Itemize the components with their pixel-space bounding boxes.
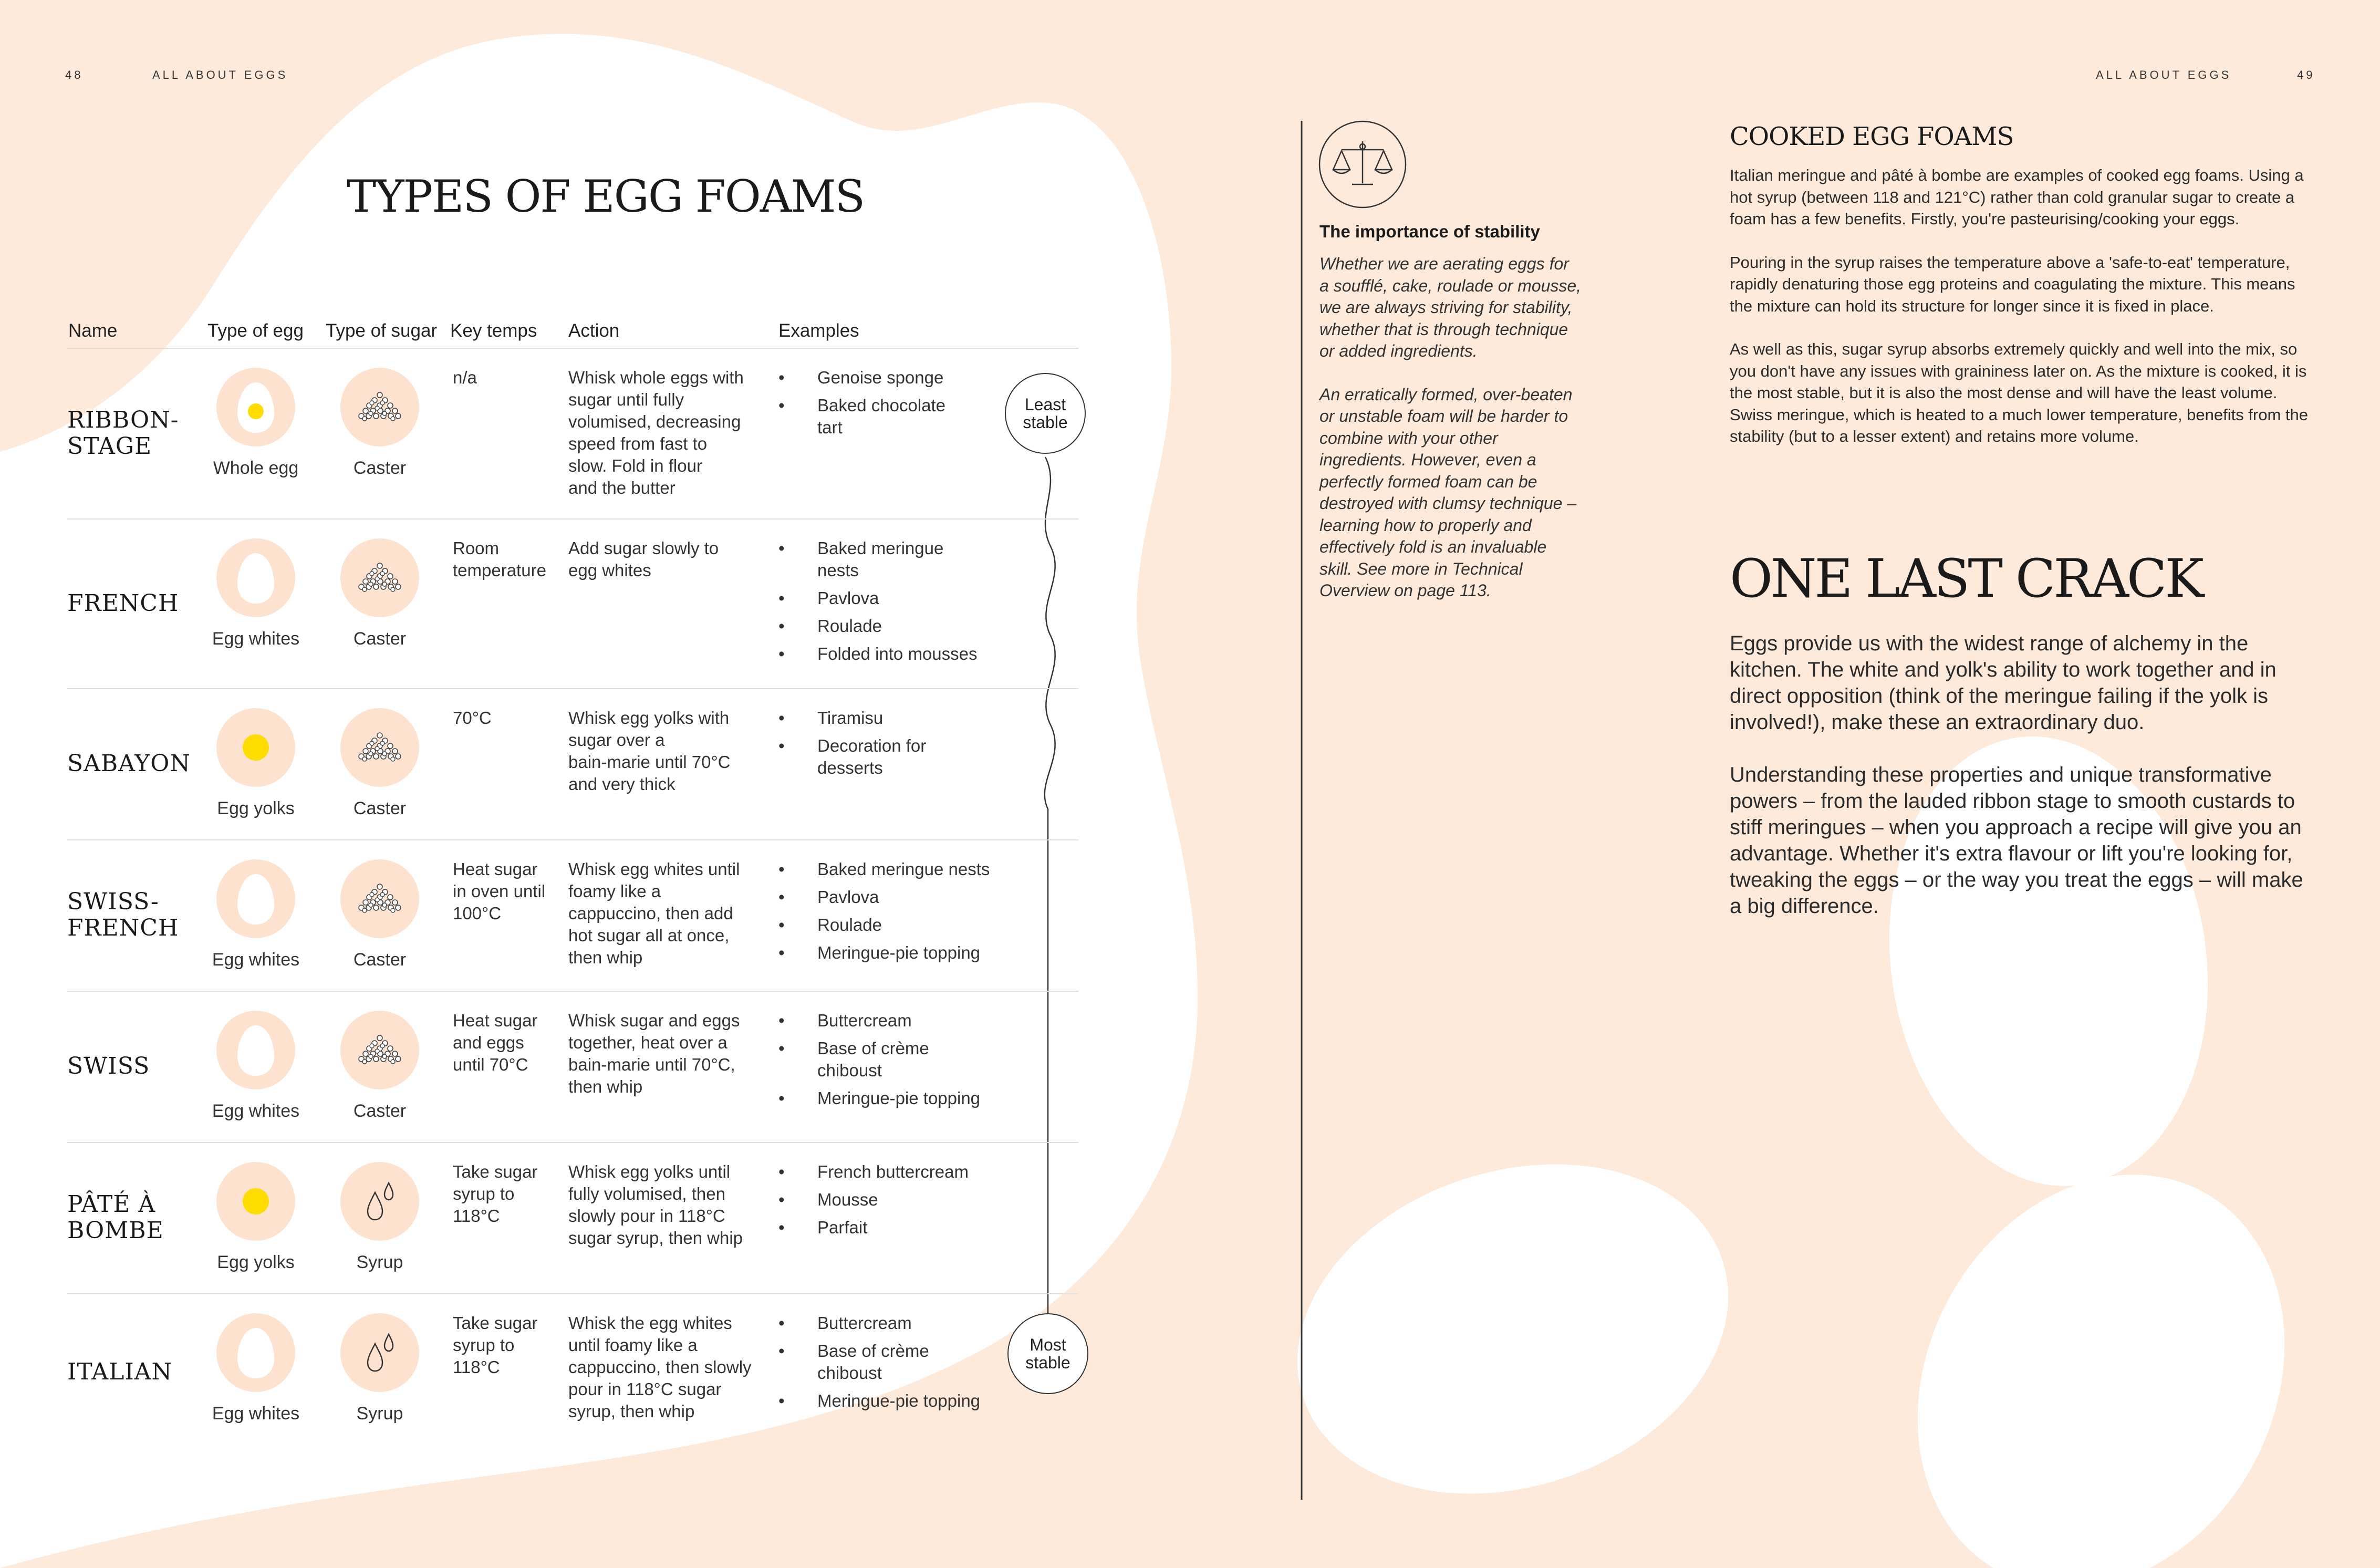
egg-icon-circle xyxy=(216,708,295,787)
egg-yolk-icon xyxy=(216,1162,295,1241)
example-item: • French buttercream xyxy=(778,1161,969,1183)
body-paragraph: As well as this, sugar syrup absorbs extremely quickly and well into the mix, so you don't have any issues with graininess later on. As the mixture is cooked, it is the most stable, but it is also the most dense and will have the least volume. Swiss meringue, which is heated to a much lower temperature, benefits from the stability (but to a lesser extent) and retains more volume. xyxy=(1730,340,2309,445)
egg-type-label: Egg yolks xyxy=(217,798,295,818)
action-text: Whisk egg yolks until fully volumised, then slowly pour in 118°C sugar syrup, then whip xyxy=(568,1162,743,1248)
key-temps: 70°C xyxy=(453,708,492,728)
egg-yolk-icon xyxy=(216,708,295,787)
action-text: Whisk whole eggs with sugar until fully volumised, decreasing speed from fast to slow. Fold in flour and the butter xyxy=(568,368,744,497)
example-item: • Decoration for desserts xyxy=(778,735,926,779)
example-item: • Baked chocolate tart xyxy=(778,394,945,439)
example-item: • Pavlova xyxy=(778,587,978,609)
egg-icon-circle xyxy=(216,1313,295,1392)
right-page-number: 49 xyxy=(2297,68,2315,81)
egg-icon-circle xyxy=(216,859,295,938)
sugar-icon-circle xyxy=(340,708,419,787)
least-stable-bubble: Least stable xyxy=(1005,373,1086,454)
sidebar-paragraph: Whether we are aerating eggs for a soufflé, cake, roulade or mousse, we are always striving for stability, whether that is through technique or added ingredients. xyxy=(1319,254,1582,360)
balance-scale-icon xyxy=(1317,119,1408,210)
sugar-type-label: Caster xyxy=(353,629,407,649)
sugar-icon-circle xyxy=(340,1011,419,1089)
right-running-head: ALL ABOUT EGGS xyxy=(2096,68,2232,81)
egg-white-icon xyxy=(216,1011,295,1089)
sugar-type-label: Caster xyxy=(353,458,407,478)
sugar-icon-circle xyxy=(340,368,419,446)
table-row xyxy=(0,348,1103,518)
example-item: • Pavlova xyxy=(778,886,990,908)
white-blob-right-middle xyxy=(1254,1111,1771,1547)
table-row xyxy=(0,688,1103,839)
example-item: • Roulade xyxy=(778,914,990,936)
foam-name: SWISS- FRENCH xyxy=(67,888,179,941)
sugar-icon-circle xyxy=(340,538,419,617)
column-header-examples: Examples xyxy=(778,320,859,341)
caster-sugar-icon xyxy=(340,1011,419,1089)
action-text: Whisk the egg whites until foamy like a cappuccino, then slowly pour in 118°C sugar syrup, then whip xyxy=(568,1313,752,1421)
white-blob-right-bottom xyxy=(1847,1110,2355,1568)
sugar-type-label: Caster xyxy=(353,1101,407,1121)
key-temps: Take sugar syrup to 118°C xyxy=(453,1162,538,1226)
sidebar-body xyxy=(1319,253,1582,624)
examples-list xyxy=(778,858,990,970)
egg-type-label: Egg yolks xyxy=(217,1252,295,1272)
one-last-crack-heading: ONE LAST CRACK xyxy=(1730,548,2202,609)
foam-name: RIBBON- STAGE xyxy=(67,406,179,460)
action-text: Whisk egg whites until foamy like a cappuccino, then add hot sugar all at once, then whip xyxy=(568,859,740,967)
example-item: • Buttercream xyxy=(778,1312,980,1334)
sidebar-paragraph: An erratically formed, over-beaten or unstable foam will be harder to combine with your other ingredients. However, even a perfectly formed foam can be destroyed with clumsy technique – learning how to properly and effectively fold is an invaluable skill. See more in Technical Overview on page 113. xyxy=(1319,385,1577,600)
key-temps: Take sugar syrup to 118°C xyxy=(453,1313,538,1377)
caster-sugar-icon xyxy=(340,368,419,446)
sugar-icon-circle xyxy=(340,1313,419,1392)
example-item: • Baked meringue nests xyxy=(778,858,990,880)
key-temps: Heat sugar and eggs until 70°C xyxy=(453,1011,538,1074)
foam-name: PÂTÉ À BOMBE xyxy=(67,1191,164,1244)
egg-type-label: Egg whites xyxy=(212,1101,300,1121)
sugar-type-label: Caster xyxy=(353,950,407,970)
cooked-egg-foams-heading: COOKED EGG FOAMS xyxy=(1730,122,2014,151)
example-item: • Folded into mousses xyxy=(778,643,978,665)
egg-icon-circle xyxy=(216,1011,295,1089)
action-text: Add sugar slowly to egg whites xyxy=(568,538,719,580)
example-item: • Tiramisu xyxy=(778,707,926,729)
example-item: • Meringue-pie topping xyxy=(778,1087,980,1109)
examples-list xyxy=(778,707,926,785)
egg-icon-circle xyxy=(216,538,295,617)
body-paragraph: Understanding these properties and unique transformative powers – from the lauded ribbon stage to smooth custards to stiff meringues – when you approach a recipe will give you an advantage. Whether it's extra flavour or lift you're looking for, tweaking the eggs – or the way you treat the eggs – will make a big difference. xyxy=(1730,763,2303,918)
key-temps: Room temperature xyxy=(453,538,546,580)
key-temps: Heat sugar in oven until 100°C xyxy=(453,859,546,923)
key-temps: n/a xyxy=(453,368,477,387)
sidebar-heading: The importance of stability xyxy=(1319,222,1540,241)
egg-icon-circle xyxy=(216,368,295,446)
foam-name: FRENCH xyxy=(67,589,179,617)
one-last-crack-body xyxy=(1730,630,2318,946)
table-row xyxy=(0,1293,1103,1451)
body-paragraph: Eggs provide us with the widest range of alchemy in the kitchen. The white and yolk's ability to work together and in direct opposition (think of the meringue failing if the yolk is involved!), make these an extraordinary duo. xyxy=(1730,632,2277,734)
page-title: TYPES OF EGG FOAMS xyxy=(347,171,865,222)
egg-white-icon xyxy=(216,859,295,938)
foam-name: SABAYON xyxy=(67,750,191,777)
egg-type-label: Egg whites xyxy=(212,950,300,970)
example-item: • Buttercream xyxy=(778,1010,980,1032)
egg-type-label: Egg whites xyxy=(212,629,300,649)
egg-white-icon xyxy=(216,538,295,617)
example-item: • Mousse xyxy=(778,1189,969,1211)
sugar-icon-circle xyxy=(340,1162,419,1241)
examples-list xyxy=(778,1010,980,1115)
example-item: • Baked meringue nests xyxy=(778,537,978,581)
action-text: Whisk sugar and eggs together, heat over a bain-marie until 70°C, then whip xyxy=(568,1011,740,1096)
example-item: • Genoise sponge xyxy=(778,367,945,389)
example-item: • Base of crème chiboust xyxy=(778,1340,980,1384)
foam-name: ITALIAN xyxy=(67,1358,172,1385)
left-running-head: ALL ABOUT EGGS xyxy=(152,68,288,81)
body-paragraph: Pouring in the syrup raises the temperature above a 'safe-to-eat' temperature, rapidly denaturing those egg proteins and coagulating the mixture. This means the mixture can hold its structure for longer since it is fixed in place. xyxy=(1730,253,2295,315)
egg-type-label: Whole egg xyxy=(213,458,299,478)
column-header-action: Action xyxy=(568,320,620,341)
egg-type-label: Egg whites xyxy=(212,1404,300,1424)
syrup-drops-icon xyxy=(340,1313,419,1392)
sugar-type-label: Syrup xyxy=(356,1252,403,1272)
table-row xyxy=(0,839,1103,991)
caster-sugar-icon xyxy=(340,538,419,617)
egg-white-icon xyxy=(216,1313,295,1392)
cooked-egg-foams-body xyxy=(1730,164,2321,469)
action-text: Whisk egg yolks with sugar over a bain-marie until 70°C and very thick xyxy=(568,708,731,794)
column-header-name: Name xyxy=(68,320,118,341)
example-item: • Base of crème chiboust xyxy=(778,1037,980,1082)
caster-sugar-icon xyxy=(340,859,419,938)
syrup-drops-icon xyxy=(340,1162,419,1241)
foam-name: SWISS xyxy=(67,1053,150,1079)
table-row xyxy=(0,991,1103,1142)
sugar-type-label: Syrup xyxy=(356,1404,403,1424)
examples-list xyxy=(778,1312,980,1418)
most-stable-bubble: Most stable xyxy=(1007,1313,1088,1394)
egg-icon-circle xyxy=(216,1162,295,1241)
table-row xyxy=(0,518,1103,688)
sugar-icon-circle xyxy=(340,859,419,938)
examples-list xyxy=(778,1161,969,1244)
column-header-egg: Type of egg xyxy=(207,320,304,341)
example-item: • Parfait xyxy=(778,1217,969,1239)
examples-list xyxy=(778,537,978,671)
column-header-temps: Key temps xyxy=(450,320,537,341)
example-item: • Roulade xyxy=(778,615,978,637)
example-item: • Meringue-pie topping xyxy=(778,1390,980,1412)
example-item: • Meringue-pie topping xyxy=(778,942,990,964)
left-page-number: 48 xyxy=(65,68,84,81)
table-row xyxy=(0,1142,1103,1293)
examples-list xyxy=(778,367,945,444)
whole-egg-icon xyxy=(216,368,295,446)
body-paragraph: Italian meringue and pâté à bombe are examples of cooked egg foams. Using a hot syrup (between 118 and 121°C) rather than cold granular sugar to create a foam has a few benefits. Firstly, you're pasteurising/cooking your eggs. xyxy=(1730,166,2304,228)
column-header-sugar: Type of sugar xyxy=(326,320,438,341)
sugar-type-label: Caster xyxy=(353,798,407,818)
caster-sugar-icon xyxy=(340,708,419,787)
